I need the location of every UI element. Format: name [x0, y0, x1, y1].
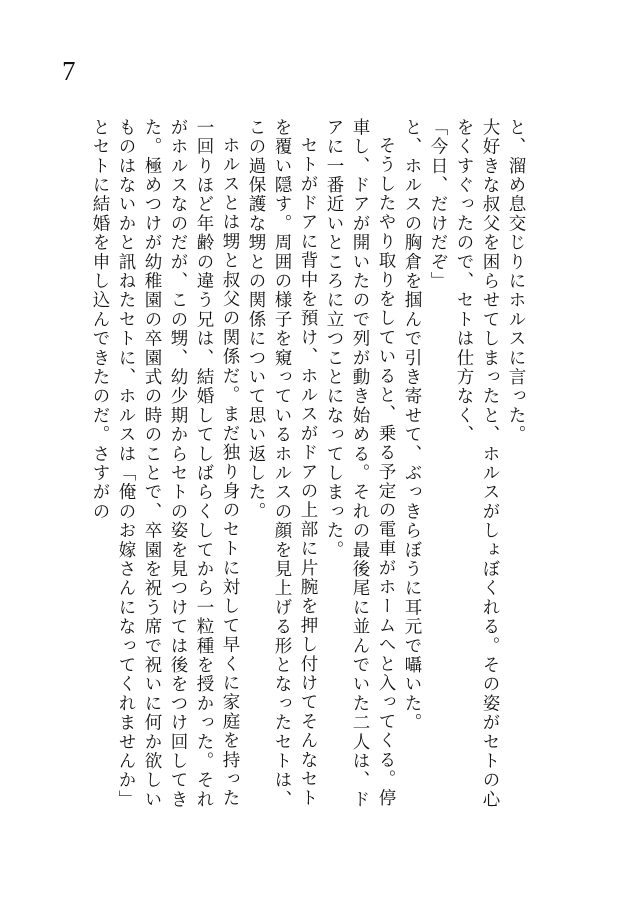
- paragraph: そうしたやり取りをしていると、乗る予定の電車がホームへと入ってくる。停車し、ドアが開いたので列が動き始める。それの最後尾に並んでいた二人は、ドアに一番近いところに立つことになってしまった。: [324, 118, 396, 810]
- paragraph: と、ホルスの胸倉を掴んで引き寄せて、ぶっきらぼうに耳元で囁いた。: [402, 118, 422, 733]
- paragraph: ホルスとは甥と叔父の関係だ。まだ独り身のセトに対して早くに家庭を持った一回りほど年齢の違う兄は、結婚してしばらくしてから一粒種を授かった。それがホルスなのだが、この甥、幼少期からセトの姿を見つけては後をつけ回してきた。極めつけが幼稚園の卒園式の時のことで、卒園を祝う席で祝いに何か欲しいものはないかと訊ねたセトに、ホルスは「俺のお嫁さんになってくれませんか」とセトに結婚を申し込んできたのだ。さすがの: [90, 118, 240, 810]
- paragraph: セトがドアに背中を預け、ホルスがドアの上部に片腕を押し付けてそんなセトを覆い隠す。周囲の様子を窺っているホルスの顔を見上げる形となったセトは、この過保護な甥との関係について思い返した。: [246, 118, 318, 810]
- paragraph: 大好きな叔父を困らせてしまったと、ホルスがしょぼくれる。その姿がセトの心をくすぐったので、セトは仕方なく、: [454, 118, 500, 810]
- paragraph: 「今日、だけだぞ」: [428, 118, 448, 291]
- page-number: 7: [62, 56, 76, 86]
- paragraph: と、溜め息交じりにホルスに言った。: [506, 118, 526, 445]
- body-text: [90, 118, 529, 818]
